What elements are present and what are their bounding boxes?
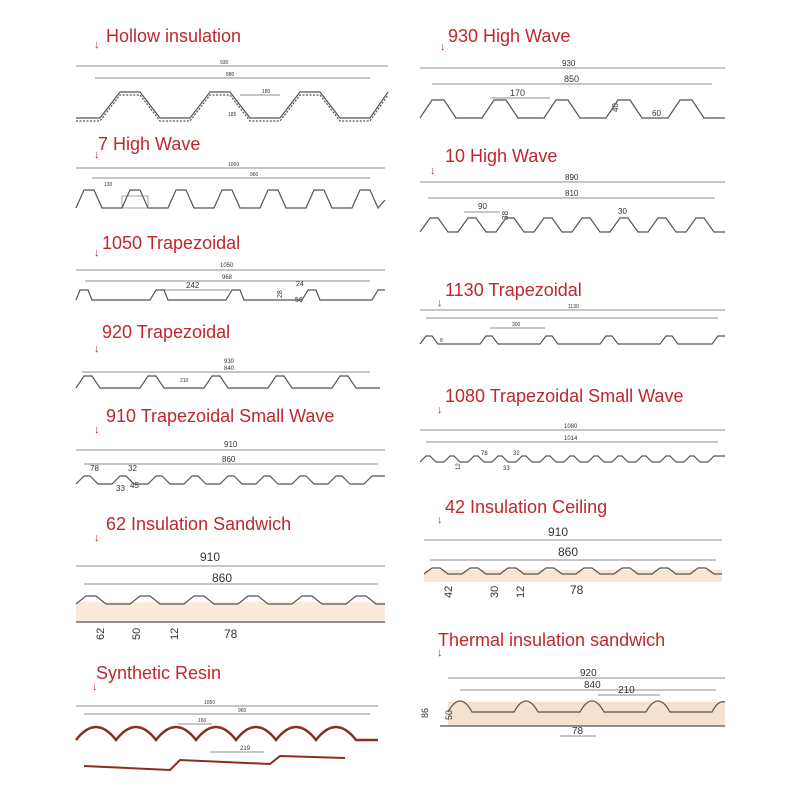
panel-title: 42 Insulation Ceiling	[445, 497, 608, 517]
dim-label: 860	[558, 545, 579, 559]
dim-label: 90	[478, 202, 487, 211]
dim-label: 300	[512, 322, 521, 328]
dim-label: 930	[562, 59, 576, 68]
dim-label: 30	[618, 207, 627, 216]
arrow-icon: ↓	[437, 297, 443, 309]
dim-label: 78	[90, 464, 99, 473]
dim-label: 130	[104, 182, 113, 188]
dim-label: 56	[295, 297, 303, 304]
panel-title: 1080 Trapezoidal Small Wave	[445, 386, 684, 406]
panel-title: 1050 Trapezoidal	[102, 233, 241, 253]
dim-label: 860	[212, 571, 233, 585]
dim-label: 32	[513, 451, 520, 457]
dim-label: 62	[95, 627, 107, 640]
dim-label: 1050	[204, 700, 216, 706]
dim-label: 28	[277, 290, 284, 298]
dim-label: 180	[262, 89, 271, 95]
dim-label: 50	[444, 709, 454, 720]
dim-label: 930	[224, 359, 235, 365]
arrow-icon: ↓	[94, 247, 100, 259]
dim-label: 170	[510, 88, 526, 98]
panel-title: 920 Trapezoidal	[102, 322, 231, 342]
dim-label: 1014	[564, 436, 578, 442]
panel-title: 930 High Wave	[448, 26, 571, 46]
dim-label: 33	[503, 466, 510, 472]
dim-label: 42	[443, 585, 455, 598]
dim-label: 78	[224, 627, 238, 641]
panel-title: 910 Trapezoidal Small Wave	[106, 406, 335, 426]
dim-label: 60	[652, 109, 661, 118]
dim-label: 1130	[568, 304, 579, 310]
dim-label: 160	[198, 718, 207, 724]
dim-label: 860	[222, 455, 236, 464]
panel-title: Synthetic Resin	[96, 663, 222, 683]
dim-label: 840	[224, 366, 235, 372]
arrow-icon: ↓	[94, 39, 100, 51]
dim-label: 1050	[228, 162, 240, 168]
dim-label: 45	[130, 481, 139, 490]
dim-label: 185	[228, 112, 237, 118]
panel-title: 62 Insulation Sandwich	[106, 514, 292, 534]
dim-label: 840	[584, 680, 601, 691]
dim-label: 210	[618, 685, 635, 696]
dim-label: 1080	[564, 424, 578, 430]
dim-label: 219	[240, 746, 251, 752]
dim-label: 50	[131, 627, 143, 640]
dim-label: 880	[226, 72, 235, 78]
dim-label: 12	[456, 463, 462, 470]
arrow-icon: ↓	[430, 165, 436, 177]
dim-label: 30	[489, 585, 501, 598]
panel-title: Hollow insulation	[106, 26, 242, 46]
dim-label: 78	[572, 726, 584, 737]
dim-label: 38	[501, 211, 510, 220]
dim-label: 960	[238, 708, 247, 714]
dim-label: 910	[548, 525, 569, 539]
dim-label: 968	[222, 275, 233, 281]
dim-label: 32	[128, 464, 137, 473]
dim-label: 24	[296, 281, 304, 288]
dim-label: 86	[420, 707, 430, 718]
dim-label: 8	[440, 338, 443, 344]
dim-label: 12	[169, 627, 181, 640]
arrow-icon: ↓	[92, 681, 98, 693]
dim-label: 12	[515, 585, 527, 598]
dim-label: 1050	[220, 263, 234, 269]
dim-label: 930	[220, 60, 229, 66]
arrow-icon: ↓	[437, 514, 443, 526]
dim-label: 890	[565, 173, 579, 182]
dim-label: 850	[564, 74, 580, 84]
arrow-icon: ↓	[437, 404, 443, 416]
arrow-icon: ↓	[440, 41, 446, 53]
arrow-icon: ↓	[94, 532, 100, 544]
panel-title: 7 High Wave	[98, 134, 201, 154]
dim-label: 910	[200, 550, 221, 564]
panel-title: 1130 Trapezoidal	[445, 280, 582, 300]
dim-label: 810	[565, 189, 579, 198]
dim-label: 210	[180, 378, 189, 384]
panel-title: Thermal insulation sandwich	[438, 630, 666, 650]
arrow-icon: ↓	[437, 647, 443, 659]
dim-label: 78	[481, 451, 488, 457]
dim-label: 960	[250, 172, 259, 178]
panel-title: 10 High Wave	[445, 146, 558, 166]
dim-label: 910	[224, 440, 238, 449]
dim-label: 920	[580, 668, 597, 679]
dim-label: 242	[186, 281, 200, 290]
dim-label: 33	[116, 484, 125, 493]
arrow-icon: ↓	[94, 424, 100, 436]
dim-label: 40	[611, 103, 620, 112]
arrow-icon: ↓	[94, 149, 100, 161]
arrow-icon: ↓	[94, 343, 100, 355]
dim-label: 78	[570, 583, 584, 597]
